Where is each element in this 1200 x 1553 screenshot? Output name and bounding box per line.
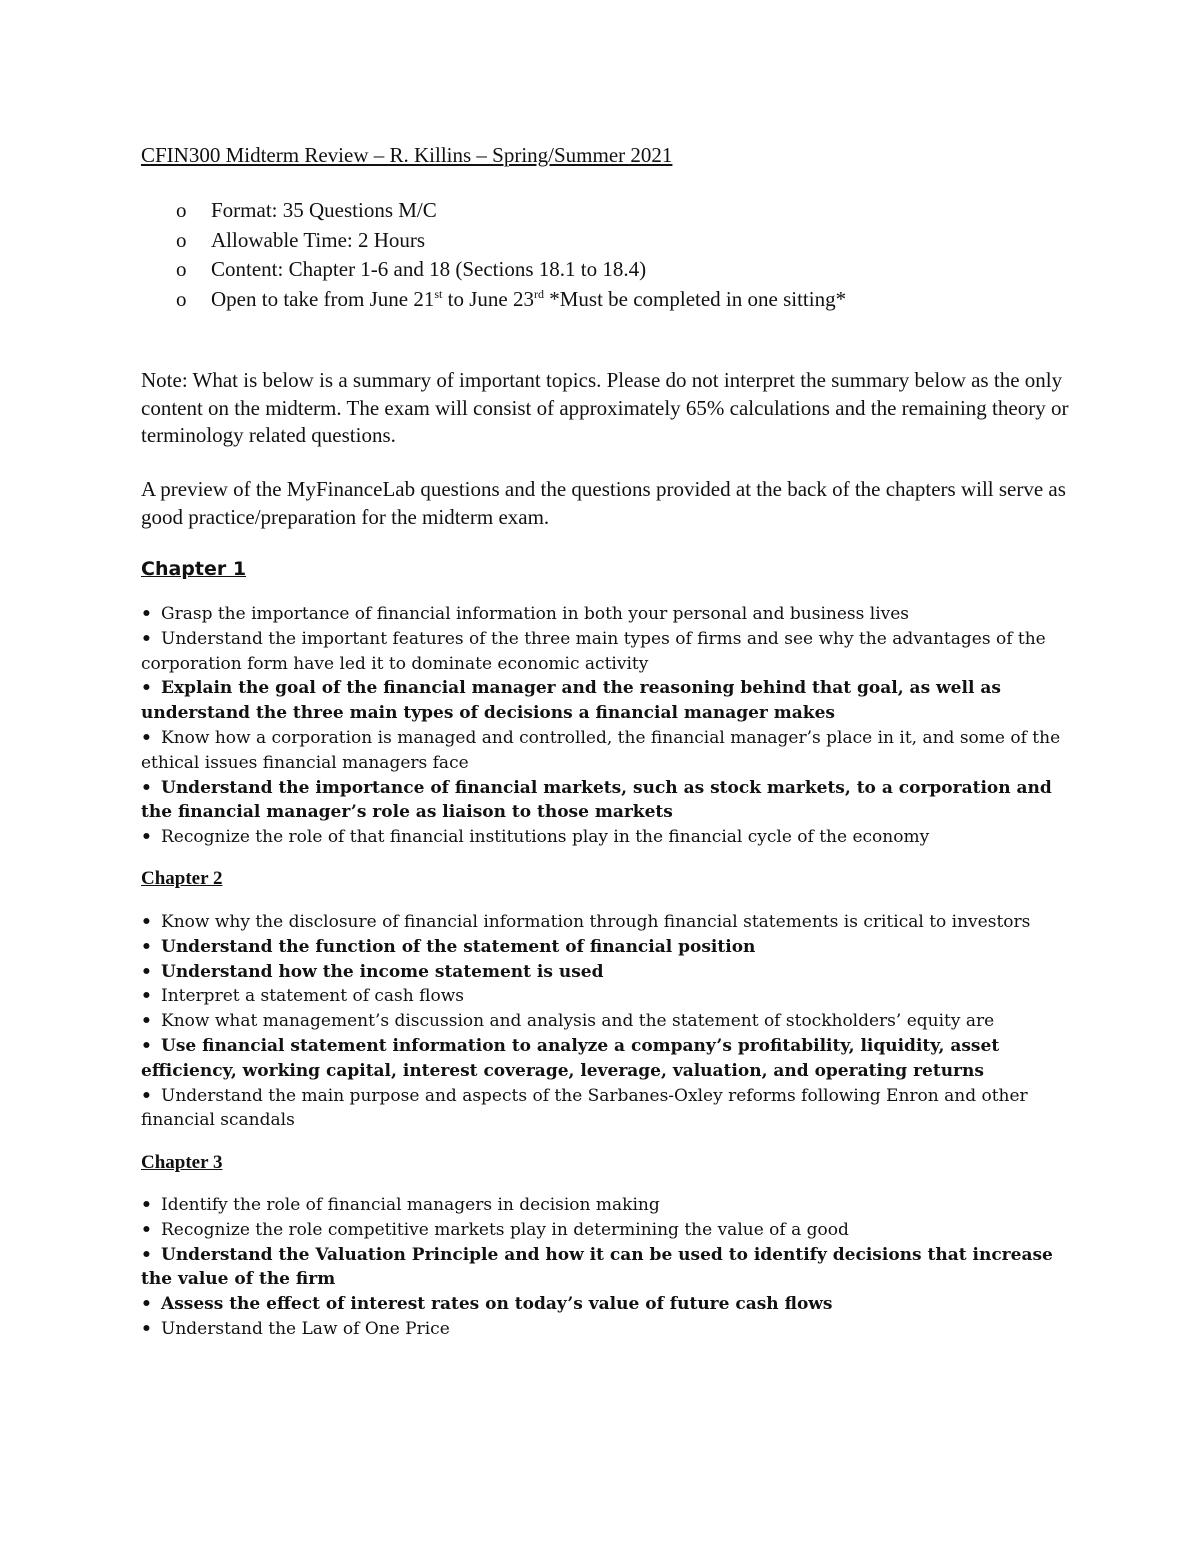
objective-text: Identify the role of financial managers in decision making (161, 1195, 660, 1215)
objective-text: Understand the importance of financial markets, such as stock markets, to a corporation and the financial manager’s role as liaison to those markets (141, 777, 1052, 823)
bullet-icon: • (141, 986, 152, 1007)
bullet-icon: • (141, 1318, 152, 1339)
preview-paragraph: A preview of the MyFinanceLab questions and the questions provided at the back of the chapters will serve as good practice/preparation for the midterm exam. (141, 477, 1066, 529)
bullet-icon: • (141, 1195, 152, 1215)
objective-item (141, 627, 1061, 677)
objective-text: Understand the Valuation Principle and how it can be used to identify decisions that increase the value of the firm (141, 1244, 1053, 1290)
objective-item (141, 1292, 1061, 1317)
bullet-icon: • (141, 628, 152, 649)
objective-item (141, 726, 1061, 776)
objective-text: Explain the goal of the financial manager and the reasoning behind that goal, as well as understand the three main types of decisions a financial manager makes (141, 678, 1001, 724)
chapter-3-heading: Chapter 3 (141, 1152, 223, 1173)
chapter-2-objectives (141, 910, 1061, 1133)
objective-item (141, 910, 1061, 935)
bullet-icon: • (141, 604, 152, 624)
bullet-icon: • (141, 678, 152, 699)
objective-text: Know why the disclosure of financial information through financial statements is critical to investors (161, 912, 1031, 932)
objective-item (141, 825, 1061, 850)
list-marker: o (176, 286, 187, 311)
objective-item (141, 935, 1061, 960)
objective-text: Recognize the role competitive markets play in determining the value of a good (161, 1219, 849, 1240)
objective-item (141, 1084, 1061, 1134)
note-paragraph: Note: What is below is a summary of important topics. Please do not interpret the summary below as the only content on the midterm. The exam will consist of approximately 65% calculations and the remaining theory or terminology related questions. (141, 368, 1069, 447)
objective-text: Understand the Law of One Price (161, 1318, 450, 1339)
bullet-icon: • (141, 912, 152, 932)
bullet-icon: • (141, 827, 152, 848)
objective-text: Know what management’s discussion and analysis and the statement of stockholders’ equity are (161, 1011, 995, 1032)
bullet-icon: • (141, 1294, 152, 1315)
objective-text: Use financial statement information to analyze a company’s profitability, liquidity, asset efficiency, working capital, interest coverage, leverage, valuation, and operating returns (141, 1035, 1000, 1081)
bullet-icon: • (141, 727, 152, 748)
objective-text: Understand the important features of the three main types of firms and see why the advantages of the corporation form have led it to dominate economic activity (141, 628, 1046, 674)
objective-item (141, 984, 1061, 1009)
objective-item (141, 776, 1061, 826)
list-marker: o (176, 198, 187, 222)
objective-item (141, 676, 1061, 726)
bullet-icon: • (141, 1085, 152, 1106)
objective-item (141, 1034, 1061, 1084)
format-item-availability: o Open to take from June 21st to June 23rd *Must be completed in one sitting* (176, 285, 846, 315)
objective-text: Recognize the role of that financial institutions play in the financial cycle of the economy (161, 827, 930, 848)
bullet-icon: • (141, 1219, 152, 1240)
objective-item (141, 1218, 1061, 1243)
objective-text: Interpret a statement of cash flows (161, 986, 464, 1007)
format-item: o Format: 35 Questions M/C (176, 196, 846, 226)
format-item: o Content: Chapter 1-6 and 18 (Sections 18.1 to 18.4) (176, 255, 846, 285)
objective-item (141, 1317, 1061, 1342)
chapter-1-objectives (141, 602, 1061, 850)
bullet-icon: • (141, 1011, 152, 1032)
objective-text: Understand the function of the statement of financial position (161, 936, 756, 957)
chapter-1-heading: Chapter 1 (141, 558, 247, 580)
objective-text: Understand how the income statement is used (161, 961, 604, 982)
objective-text: Grasp the importance of financial information in both your personal and business lives (161, 604, 910, 624)
objective-item (141, 960, 1061, 985)
chapter-2-heading: Chapter 2 (141, 868, 223, 889)
objective-item (141, 602, 1061, 627)
bullet-icon: • (141, 961, 152, 982)
exam-format-list (176, 196, 846, 314)
format-item: o Allowable Time: 2 Hours (176, 226, 846, 256)
objective-item (141, 1193, 1061, 1218)
objective-text: Know how a corporation is managed and controlled, the financial manager’s place in it, and some of the ethical issues financial managers face (141, 727, 1061, 773)
document-title: CFIN300 Midterm Review – R. Killins – Spring/Summer 2021 (141, 143, 673, 167)
objective-item (141, 1243, 1061, 1293)
objective-text: Understand the main purpose and aspects of the Sarbanes-Oxley reforms following Enron and other financial scandals (141, 1085, 1028, 1131)
objective-item (141, 1009, 1061, 1034)
objective-text: Assess the effect of interest rates on today’s value of future cash flows (161, 1294, 833, 1315)
bullet-icon: • (141, 777, 152, 798)
list-marker: o (176, 227, 187, 252)
list-marker: o (176, 257, 187, 281)
chapter-3-objectives (141, 1193, 1061, 1342)
bullet-icon: • (141, 1244, 152, 1265)
bullet-icon: • (141, 936, 152, 957)
bullet-icon: • (141, 1035, 152, 1056)
